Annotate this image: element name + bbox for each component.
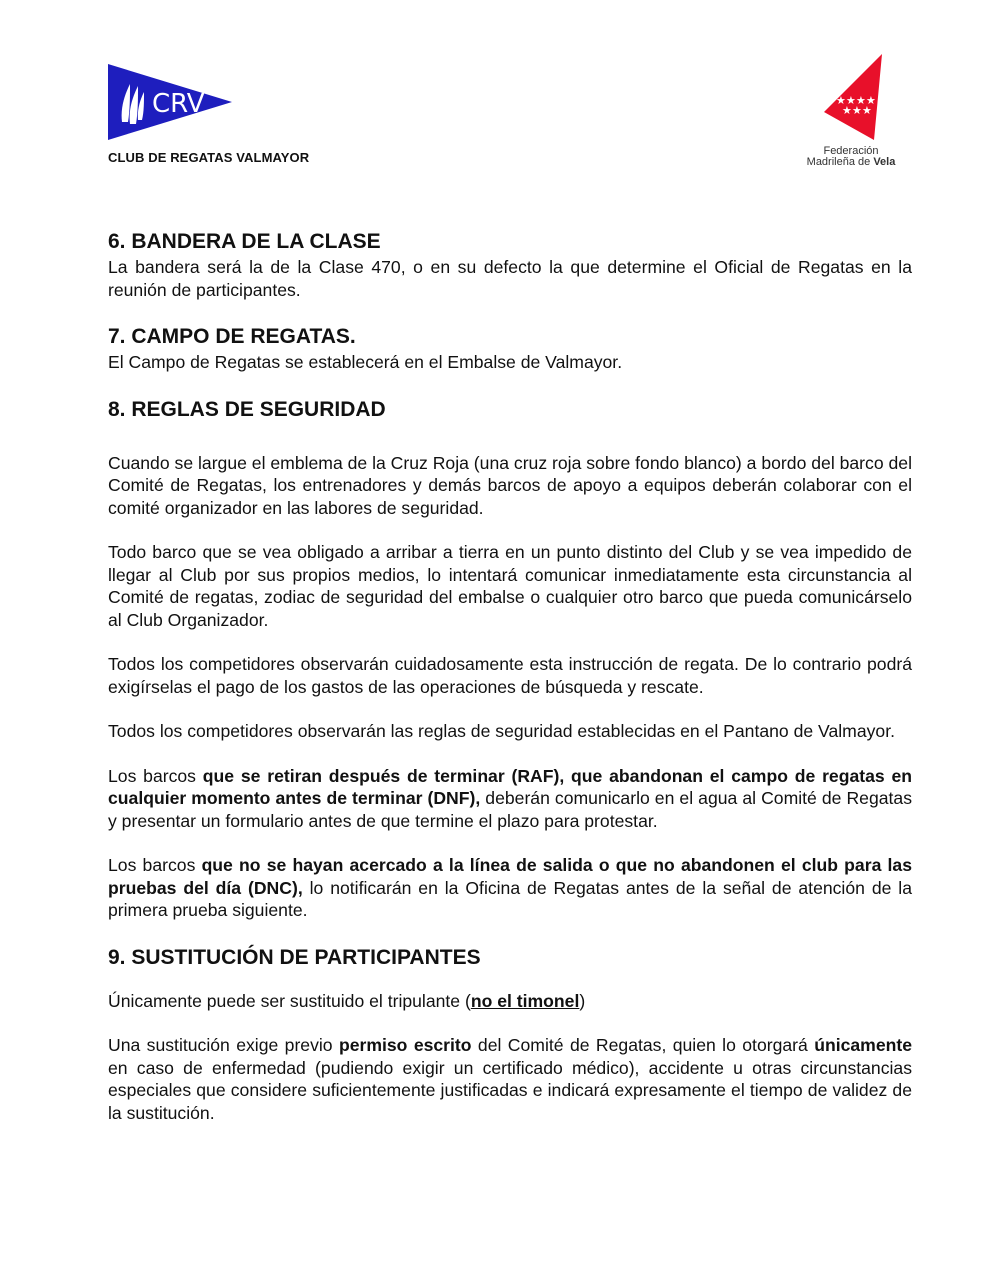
section-8-paragraph-4: Todos los competidores observarán las reglas de seguridad establecidas en el Pantano de Valmayor.: [108, 721, 895, 741]
crv-pennant-logo: [106, 62, 234, 142]
fmv-line2: Madrileña de Vela: [806, 156, 896, 168]
svg-text:★: ★: [862, 104, 872, 117]
section-8-paragraph-1: Cuando se largue el emblema de la Cruz Roja (una cruz roja sobre fondo blanco) a bordo del barco del Comité de Regatas, los entrenadores y demás barcos de apoyo a equipos deberán colaborar con el comité organizador en las labores de seguridad.: [108, 452, 912, 518]
section-6-title: 6. BANDERA DE LA CLASE: [108, 230, 381, 253]
svg-text:★: ★: [842, 104, 852, 117]
section-7-title: 7. CAMPO DE REGATAS.: [108, 325, 356, 348]
svg-text:★: ★: [836, 94, 846, 107]
svg-text:★: ★: [856, 94, 866, 107]
svg-text:★: ★: [852, 104, 862, 117]
document-body: [108, 228, 912, 1124]
section-9-paragraph-2: Una sustitución exige previo permiso escrito del Comité de Regatas, quien lo otorgará únicamente en caso de enfermedad (pudiendo exigir un certificado médico), accidente u otras circunstancias especiales que considere suficientemente justificadas e indicará expresamente el tiempo de validez de la sustitución.: [108, 1035, 912, 1123]
section-8-paragraph-5: Los barcos que se retiran después de terminar (RAF), que abandonan el campo de regatas en cualquier momento antes de terminar (DNF), deberán comunicarlo en el agua al Comité de Regatas y presentar un formulario antes de que termine el plazo para protestar.: [108, 765, 912, 831]
logo-lettering: CRV: [152, 89, 205, 119]
svg-text:★: ★: [866, 94, 876, 107]
section-9-title: 9. SUSTITUCIÓN DE PARTICIPANTES: [108, 945, 481, 969]
section-8-title: 8. REGLAS DE SEGURIDAD: [108, 397, 386, 421]
section-8-paragraph-3: Todos los competidores observarán cuidadosamente esta instrucción de regata. De lo contrario podrá exigírselas el pago de los gastos de las operaciones de búsqueda y rescate.: [108, 654, 912, 697]
fmv-line1: Federación: [823, 145, 879, 157]
svg-text:★: ★: [846, 94, 856, 107]
section-8-paragraph-6: Los barcos que no se hayan acercado a la línea de salida o que no abandonen el club para las pruebas del día (DNC), lo notificarán en la Oficina de Regatas antes de la señal de atención de la primera prueba siguiente.: [108, 855, 912, 920]
club-name: CLUB DE REGATAS VALMAYOR: [108, 150, 310, 165]
section-8-paragraph-2: Todo barco que se vea obligado a arribar a tierra en un punto distinto del Club y se vea impedido de llegar al Club por sus propios medios, lo intentará comunicar inmediatamente esta circunstancia al Comité de regatas, zodiac de seguridad del embalse o cualquier otro barco que pueda comunicárselo al Club Organizador.: [108, 542, 912, 630]
section-9-paragraph-1: Únicamente puede ser sustituido el tripulante (no el timonel): [108, 990, 586, 1011]
section-6-paragraph: La bandera será la de la Clase 470, o en su defecto la que determine el Oficial de Regatas en la reunión de participantes.: [108, 257, 912, 300]
section-7-paragraph: El Campo de Regatas se establecerá en el Embalse de Valmayor.: [108, 352, 623, 372]
fmv-logo: [796, 52, 906, 168]
star-icons: [836, 94, 876, 117]
